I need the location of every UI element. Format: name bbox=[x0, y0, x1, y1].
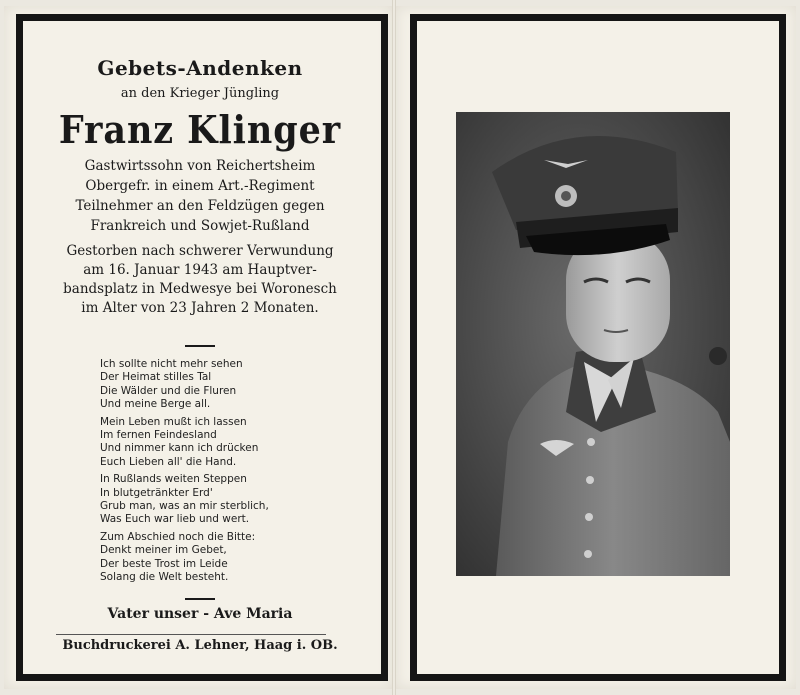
biography-line: Teilnehmer an den Feldzügen gegen bbox=[75, 198, 325, 214]
death-line: am 16. Januar 1943 am Hauptver- bbox=[83, 262, 317, 278]
poem-line: Der beste Trost im Leide bbox=[100, 557, 228, 570]
poem-line: Zum Abschied noch die Bitte: bbox=[100, 530, 256, 543]
poem-line: Und meine Berge all. bbox=[100, 398, 211, 411]
divider-rule bbox=[185, 345, 215, 347]
death-line: bandsplatz in Medwesye bei Woronesch bbox=[63, 281, 337, 297]
poem-line: Mein Leben mußt ich lassen bbox=[100, 415, 247, 428]
printer-rule bbox=[56, 634, 326, 635]
poem-line: In blutgetränkter Erd' bbox=[100, 486, 213, 499]
printer-imprint: Buchdruckerei A. Lehner, Haag i. OB. bbox=[62, 638, 338, 653]
soldier-name: Franz Klinger bbox=[58, 107, 342, 152]
portrait-image bbox=[456, 112, 730, 576]
poem-stanza bbox=[100, 358, 330, 412]
closing-prayer: Vater unser - Ave Maria bbox=[107, 606, 293, 622]
card-fold bbox=[392, 0, 396, 695]
biography-line: Obergefr. in einem Art.-Regiment bbox=[85, 178, 315, 194]
divider-rule bbox=[185, 598, 215, 600]
poem-line: Grub man, was an mir sterblich, bbox=[100, 500, 269, 513]
soldier-portrait-photo bbox=[456, 112, 730, 576]
biography-line: Gastwirtssohn von Reichertsheim bbox=[84, 158, 316, 174]
poem-line: Ich sollte nicht mehr sehen bbox=[100, 358, 243, 370]
poem-line: In Rußlands weiten Steppen bbox=[100, 473, 247, 486]
memorial-poem bbox=[100, 358, 330, 589]
poem-line: Und nimmer kann ich drücken bbox=[100, 442, 259, 455]
poem-stanza bbox=[100, 531, 330, 585]
memorial-text bbox=[40, 56, 360, 318]
poem-line: Der Heimat stilles Tal bbox=[100, 371, 212, 384]
poem-line: Im fernen Feindesland bbox=[100, 429, 217, 442]
poem-line: Solang die Welt besteht. bbox=[100, 571, 229, 584]
card-subheading: an den Krieger Jüngling bbox=[120, 86, 280, 101]
poem-line: Die Wälder und die Fluren bbox=[100, 384, 237, 397]
biography-line: Frankreich und Sowjet-Rußland bbox=[90, 218, 310, 234]
poem-line: Was Euch war lieb und wert. bbox=[100, 513, 250, 526]
biography bbox=[40, 156, 360, 236]
death-notice bbox=[40, 242, 360, 318]
poem-line: Euch Lieben all' die Hand. bbox=[100, 455, 237, 468]
poem-stanza bbox=[100, 416, 330, 470]
card-heading: Gebets-Andenken bbox=[97, 56, 303, 80]
death-line: im Alter von 23 Jahren 2 Monaten. bbox=[81, 300, 319, 316]
death-line: Gestorben nach schwerer Verwundung bbox=[66, 243, 334, 259]
poem-line: Denkt meiner im Gebet, bbox=[100, 544, 227, 557]
poem-stanza bbox=[100, 473, 330, 527]
